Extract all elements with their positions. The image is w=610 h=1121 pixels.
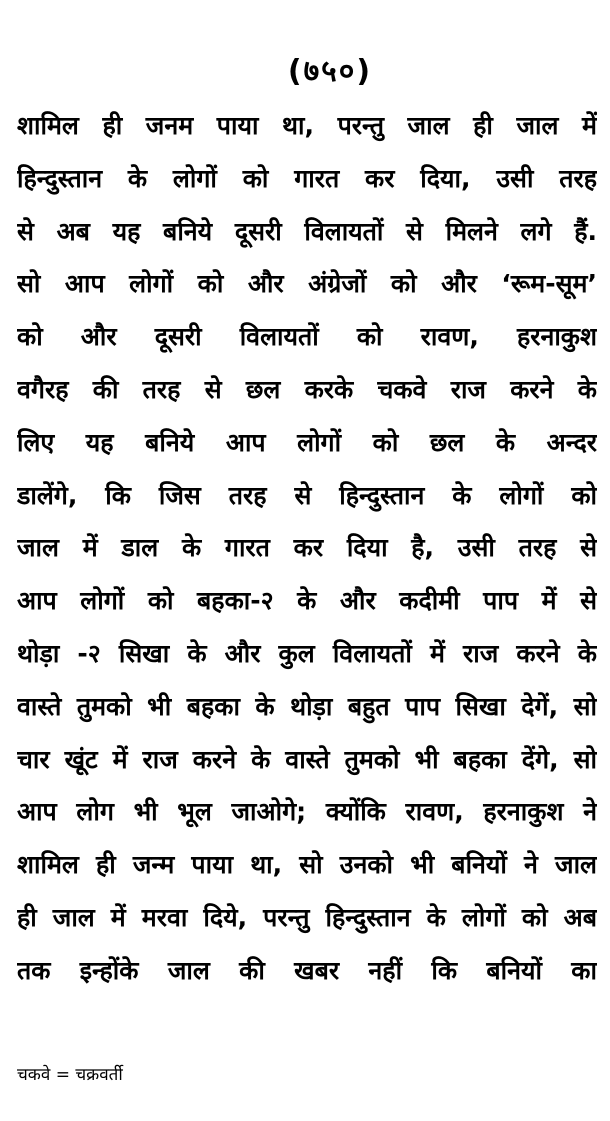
text-line: सो आप लोगों को और अंग्रेजों को और ‘रूम-सूम’	[17, 269, 597, 299]
body-text	[17, 100, 597, 998]
text-line: डालेंगे, कि जिस तरह से हिन्दुस्तान के लोगों को	[17, 480, 597, 510]
text-line: थोड़ा -२ सिखा के और कुल विलायतों में राज करने के	[17, 638, 597, 668]
text-line: को और दूसरी विलायतों को रावण, हरनाकुश	[17, 322, 597, 352]
text-line: वास्ते तुमको भी बहका के थोड़ा बहुत पाप सिखा देगें, सो	[17, 691, 597, 721]
page-number: (७५०)	[287, 54, 373, 89]
text-line: लिए यह बनिये आप लोगों को छल के अन्दर	[17, 427, 597, 457]
text-line: चार खूंट में राज करने के वास्ते तुमको भी बहका देंगे, सो	[17, 744, 597, 774]
text-line: तक इन्होंके जाल की खबर नहीं कि बनियों का	[17, 955, 597, 985]
footnote: चकवे = चक्रवर्ती	[17, 1065, 123, 1085]
text-line: वगैरह की तरह से छल करके चकवे राज करने के	[17, 374, 597, 404]
text-line: हिन्दुस्तान के लोगों को गारत कर दिया, उसी तरह	[17, 163, 597, 193]
text-line: शामिल ही जन्म पाया था, सो उनको भी बनियों ने जाल	[17, 850, 597, 880]
text-line: आप लोगों को बहका-२ के और कदीमी पाप में से	[17, 586, 597, 616]
text-line: ही जाल में मरवा दिये, परन्तु हिन्दुस्तान के लोगों को अब	[17, 902, 597, 932]
text-line: आप लोग भी भूल जाओगे; क्योंकि रावण, हरनाकुश ने	[17, 797, 597, 827]
text-line: से अब यह बनिये दूसरी विलायतों से मिलने लगे हैं.	[17, 216, 597, 246]
text-line: शामिल ही जनम पाया था, परन्तु जाल ही जाल में	[17, 111, 597, 140]
text-line: जाल में डाल के गारत कर दिया है, उसी तरह से	[17, 533, 597, 563]
